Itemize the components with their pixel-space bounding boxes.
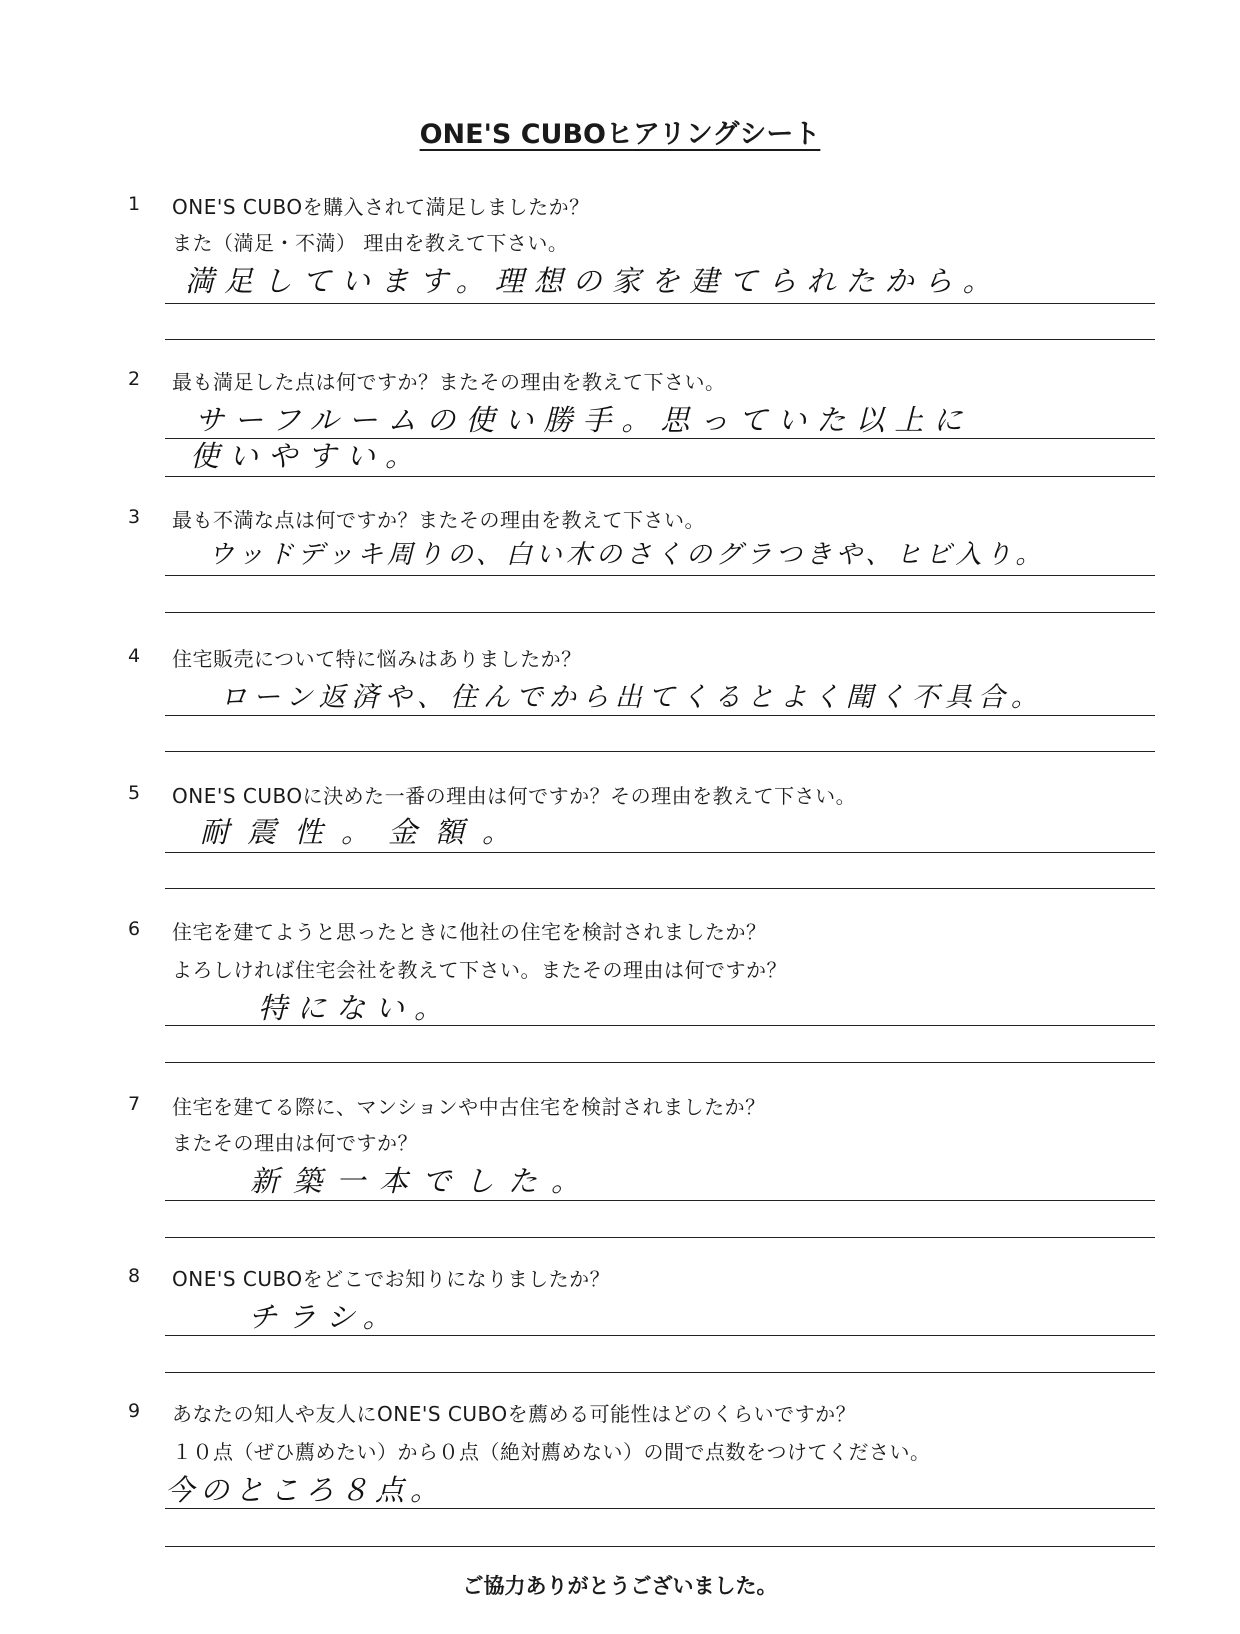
answer-line	[165, 751, 1155, 752]
answer-line	[165, 476, 1155, 477]
question-number: 2	[128, 368, 141, 390]
question-number: 5	[128, 782, 141, 804]
answer-line	[165, 303, 1155, 304]
question-text: ONE'S CUBOをどこでお知りになりましたか？	[172, 1267, 611, 1291]
question-text: 最も満足した点は何ですか？またその理由を教えて下さい。	[172, 370, 726, 394]
question-text: また（満足・不満） 理由を教えて下さい。	[172, 231, 569, 255]
handwritten-answer: 使いやすい。	[190, 439, 425, 473]
question-number: 7	[128, 1093, 141, 1115]
question-number: 4	[128, 645, 141, 667]
question-text: １０点（ぜひ薦めたい）から０点（絶対薦めない）の間で点数をつけてください。	[172, 1440, 931, 1464]
handwritten-answer: サーフルームの使い勝手。思っていた以上に	[195, 403, 973, 437]
answer-line	[165, 852, 1155, 853]
question-text: ONE'S CUBOに決めた一番の理由は何ですか？その理由を教えて下さい。	[172, 784, 857, 808]
question-number: 9	[128, 1400, 141, 1422]
answer-line	[165, 1062, 1155, 1063]
answer-line	[165, 1546, 1155, 1547]
question-number: 3	[128, 506, 141, 528]
question-text: ONE'S CUBOを購入されて満足しましたか？	[172, 195, 590, 219]
question-number: 1	[128, 193, 141, 215]
question-number: 6	[128, 918, 141, 940]
question-number: 8	[128, 1265, 141, 1287]
question-text: 住宅を建てる際に、マンションや中古住宅を検討されましたか？	[172, 1095, 766, 1119]
answer-line	[165, 575, 1155, 576]
handwritten-answer: 今のところ８点。	[165, 1473, 446, 1507]
question-text: 最も不満な点は何ですか？またその理由を教えて下さい。	[172, 508, 705, 532]
question-text: よろしければ住宅会社を教えて下さい。またその理由は何ですか？	[172, 958, 787, 982]
question-7	[0, 1093, 1240, 1263]
question-text: 住宅を建てようと思ったときに他社の住宅を検討されましたか？	[172, 920, 767, 944]
question-6	[0, 918, 1240, 1088]
answer-line	[165, 1372, 1155, 1373]
sheet-title: ONE'S CUBOヒアリングシート	[419, 119, 821, 150]
question-text: またその理由は何ですか？	[172, 1131, 418, 1155]
answer-line	[165, 1025, 1155, 1026]
handwritten-answer: 新築一本でした。	[250, 1164, 595, 1198]
handwritten-answer: チラシ。	[248, 1300, 402, 1334]
handwritten-answer: ローン返済や、住んでから出てくるとよく聞く不具合。	[220, 682, 1044, 713]
question-text: あなたの知人や友人にONE'S CUBOを薦める可能性はどのくらいですか？	[172, 1402, 857, 1426]
answer-line	[165, 1200, 1155, 1201]
answer-line	[165, 888, 1155, 889]
answer-line	[165, 1508, 1155, 1509]
question-1	[0, 193, 1240, 363]
answer-line	[165, 1237, 1155, 1238]
handwritten-answer: 耐震性。金額。	[200, 815, 530, 849]
handwritten-answer: ウッドデッキ周りの、白い木のさくのグラつきや、ヒビ入り。	[208, 540, 1046, 570]
handwritten-answer: 特にない。	[258, 991, 454, 1025]
answer-line	[165, 1335, 1155, 1336]
answer-line	[165, 612, 1155, 613]
answer-line	[165, 339, 1155, 340]
handwritten-answer: 満足しています。理想の家を建てられたから。	[185, 264, 1002, 298]
question-9	[0, 1400, 1240, 1570]
question-text: 住宅販売について特に悩みはありましたか？	[172, 647, 582, 671]
answer-line	[165, 715, 1155, 716]
thank-you-note: ご協力ありがとうございました。	[462, 1574, 778, 1598]
